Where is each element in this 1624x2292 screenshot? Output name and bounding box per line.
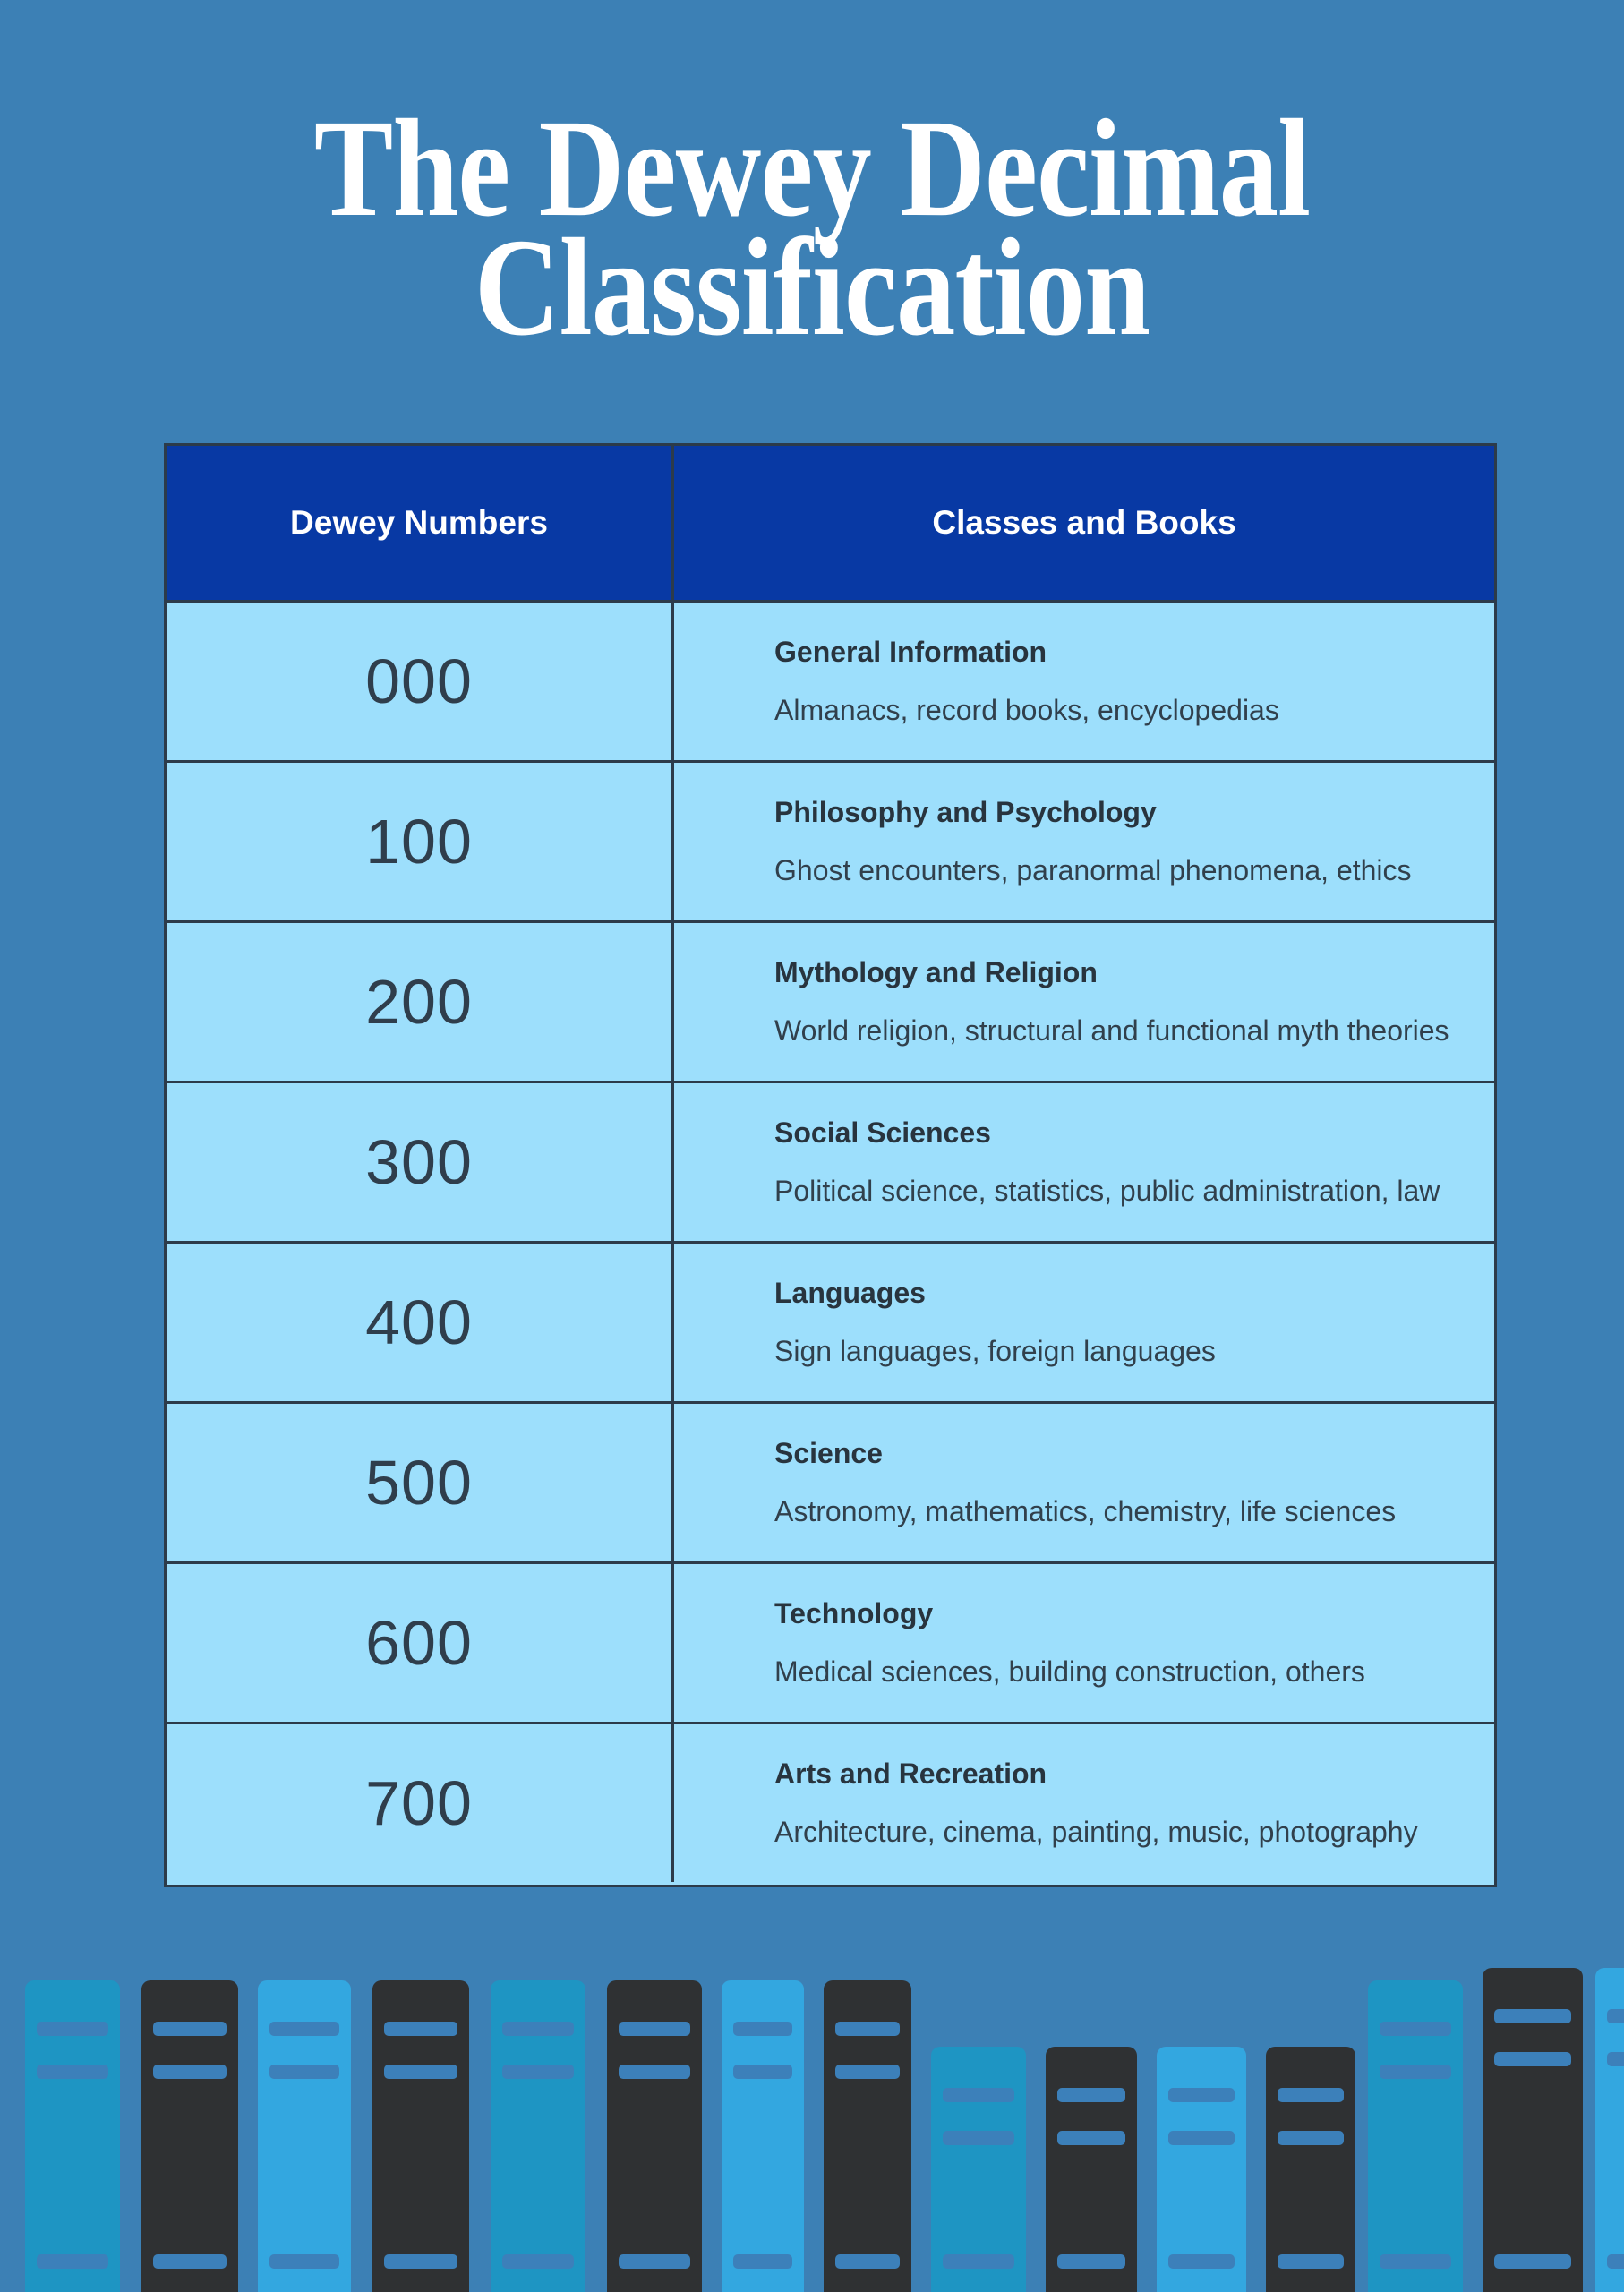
book-label-bar [384, 2065, 457, 2079]
book-spine [372, 1980, 469, 2292]
book-label-bar [502, 2065, 574, 2079]
book-label-bar [502, 2254, 574, 2269]
class-cell [674, 923, 1494, 1081]
book-label-bar [1494, 2052, 1571, 2066]
class-cell [674, 1564, 1494, 1722]
table-row [167, 1561, 1494, 1722]
dewey-number-cell: 700 [167, 1724, 674, 1882]
book-label-bar [733, 2022, 792, 2036]
book-label-bar [619, 2065, 690, 2079]
class-cell [674, 1724, 1494, 1882]
class-books: World religion, structural and functional myth theories [774, 1014, 1449, 1047]
book-label-bar [1380, 2254, 1451, 2269]
book-label-bar [1278, 2131, 1344, 2145]
class-cell [674, 1404, 1494, 1561]
book-spine [931, 2047, 1026, 2292]
page-title [122, 90, 1502, 364]
dewey-number-cell: 400 [167, 1244, 674, 1401]
book-label-bar [153, 2065, 227, 2079]
class-books: Sign languages, foreign languages [774, 1335, 1216, 1367]
book-label-bar [619, 2254, 690, 2269]
table-row [167, 1081, 1494, 1241]
book-spine [141, 1980, 238, 2292]
book-label-bar [1057, 2131, 1125, 2145]
book-label-bar [153, 2022, 227, 2036]
class-books: Architecture, cinema, painting, music, photography [774, 1816, 1418, 1848]
book-label-bar [384, 2022, 457, 2036]
book-label-bar [502, 2022, 574, 2036]
class-name: Social Sciences [774, 1116, 991, 1149]
book-label-bar [1607, 2254, 1624, 2269]
book-label-bar [1168, 2131, 1235, 2145]
table-row [167, 920, 1494, 1081]
book-label-bar [1057, 2088, 1125, 2102]
class-cell [674, 1083, 1494, 1241]
dewey-number-cell: 600 [167, 1564, 674, 1722]
column-header-classes-and-books: Classes and Books [932, 504, 1236, 541]
book-spine [1046, 2047, 1137, 2292]
table-row [167, 1722, 1494, 1882]
book-label-bar [37, 2254, 108, 2269]
class-books: Medical sciences, building construction, others [774, 1655, 1365, 1688]
book-label-bar [37, 2022, 108, 2036]
class-name: Philosophy and Psychology [774, 796, 1157, 828]
book-label-bar [943, 2254, 1014, 2269]
table-row [167, 1241, 1494, 1401]
book-label-bar [733, 2254, 792, 2269]
class-name: Languages [774, 1277, 926, 1309]
class-name: Arts and Recreation [774, 1757, 1047, 1790]
page-title-line2: Classification [474, 210, 1150, 364]
table-row [167, 1401, 1494, 1561]
book-label-bar [619, 2022, 690, 2036]
dewey-number-cell: 100 [167, 763, 674, 920]
book-label-bar [269, 2022, 339, 2036]
book-label-bar [1278, 2088, 1344, 2102]
class-books: Ghost encounters, paranormal phenomena, ethics [774, 854, 1412, 886]
book-spine [491, 1980, 585, 2292]
book-spine [1483, 1968, 1583, 2292]
book-label-bar [1607, 2009, 1624, 2023]
class-cell [674, 763, 1494, 920]
class-books: Political science, statistics, public administration, law [774, 1175, 1440, 1207]
table-header-row [167, 446, 1494, 600]
book-label-bar [1168, 2088, 1235, 2102]
book-spine [824, 1980, 911, 2292]
class-name: Mythology and Religion [774, 956, 1098, 988]
dewey-number-cell: 000 [167, 603, 674, 760]
book-label-bar [1380, 2022, 1451, 2036]
book-label-bar [269, 2254, 339, 2269]
book-spine [607, 1980, 702, 2292]
book-label-bar [1168, 2254, 1235, 2269]
book-spine [1595, 1968, 1624, 2292]
class-name: General Information [774, 636, 1047, 668]
table-row [167, 760, 1494, 920]
book-label-bar [384, 2254, 457, 2269]
book-spine [722, 1980, 804, 2292]
book-label-bar [943, 2088, 1014, 2102]
book-spine [1266, 2047, 1355, 2292]
book-label-bar [37, 2065, 108, 2079]
class-name: Technology [774, 1597, 934, 1629]
book-label-bar [1494, 2009, 1571, 2023]
book-label-bar [943, 2131, 1014, 2145]
book-label-bar [835, 2022, 900, 2036]
column-header-dewey-numbers: Dewey Numbers [167, 446, 674, 600]
class-cell [674, 603, 1494, 760]
class-books: Almanacs, record books, encyclopedias [774, 694, 1279, 726]
table-body [167, 600, 1494, 1882]
book-label-bar [153, 2254, 227, 2269]
book-label-bar [835, 2065, 900, 2079]
dewey-number-cell: 200 [167, 923, 674, 1081]
book-label-bar [835, 2254, 900, 2269]
page-title-line1: The Dewey Decimal [313, 90, 1311, 245]
class-cell [674, 1244, 1494, 1401]
class-books: Astronomy, mathematics, chemistry, life sciences [774, 1495, 1397, 1527]
table-row [167, 600, 1494, 760]
book-spine [1368, 1980, 1463, 2292]
book-spine [1157, 2047, 1246, 2292]
book-spine [25, 1980, 120, 2292]
dewey-table [164, 443, 1497, 1887]
book-label-bar [1278, 2254, 1344, 2269]
book-spine [258, 1980, 351, 2292]
book-label-bar [1494, 2254, 1571, 2269]
book-label-bar [269, 2065, 339, 2079]
book-label-bar [733, 2065, 792, 2079]
dewey-number-cell: 300 [167, 1083, 674, 1241]
dewey-number-cell: 500 [167, 1404, 674, 1561]
book-label-bar [1380, 2065, 1451, 2079]
book-label-bar [1057, 2254, 1125, 2269]
class-name: Science [774, 1437, 883, 1469]
book-label-bar [1607, 2052, 1624, 2066]
